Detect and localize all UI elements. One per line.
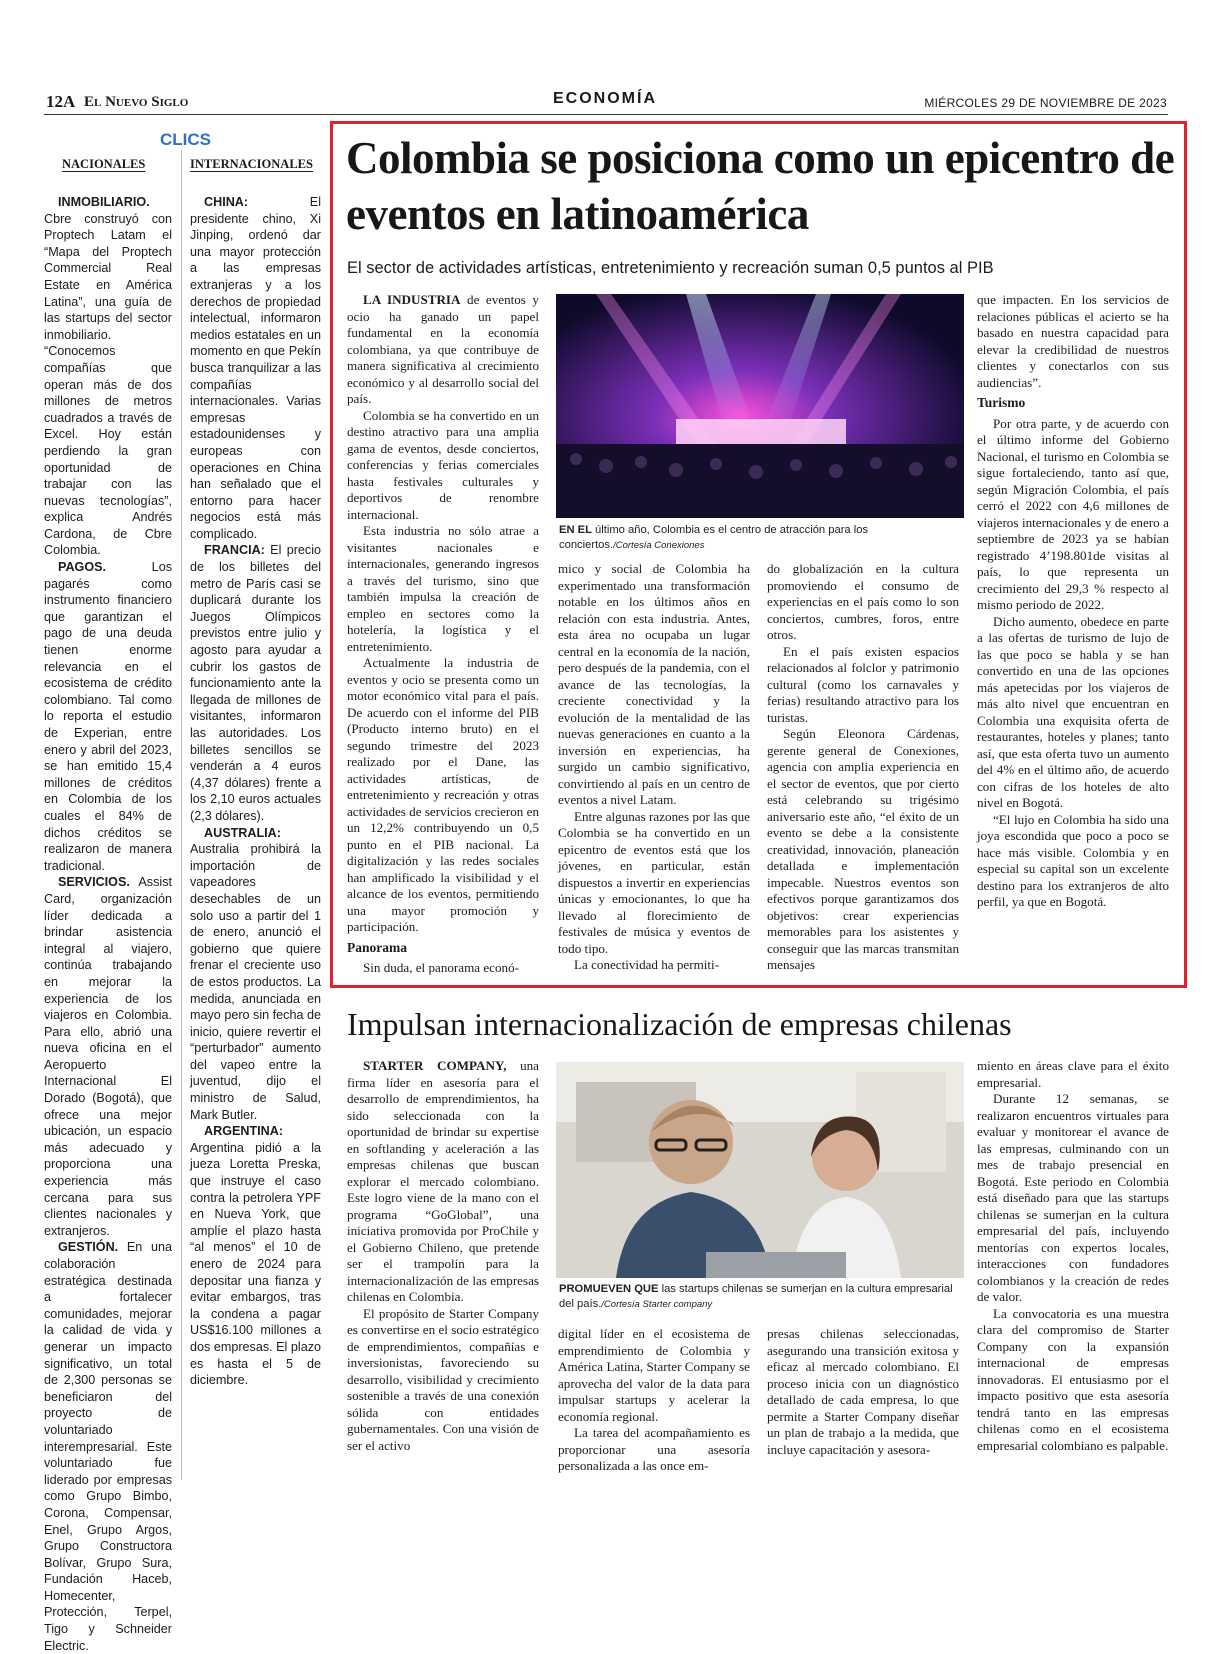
internacionales-column <box>190 194 321 1389</box>
issue-date: MIÉRCOLES 29 DE NOVIEMBRE DE 2023 <box>924 96 1167 110</box>
brief-pagos: PAGOS. Los pagarés como instrumento financiero que garantizan el pago de una deuda tienen enorme relevancia en el ecosistema de crédito colombiano. Tal como lo reporta el estudio de Experian, entre enero y abril del 2023, se han emitido 15,4 millones de créditos en Colombia de los cuales el 84% de dichos créditos se realizaron de manera tradicional. <box>44 560 172 873</box>
internacionales-heading: INTERNACIONALES <box>190 157 313 171</box>
business-caption: PROMUEVEN QUE las startups chilenas se sumerjan en la cultura empresarial del país./Cortesía Starter company <box>559 1283 953 1310</box>
header-rule <box>44 114 1168 115</box>
masthead: El Nuevo Siglo <box>84 94 189 110</box>
brief-australia: AUSTRALIA: Australia prohibirá la importación de vapeadores desechables de un solo uso a partir del 1 de enero, anunció el gobierno que quiere frenar el creciente uso de estos productos. La medida, anunciada en mayo pero sin fecha de inicio, quiere revertir el “perturbador” aumento del vapeo entre la juventud, dijo el ministro de Salud, Mark Butler. <box>190 825 321 1122</box>
article1-col4: que impacten. En los servicios de relaciones públicas el acierto se ha basado en nuestra capacidad para elevar la credibilidad de nuestros clientes y conectarlos con sus audiencias”. Turismo Por otra parte, y de acuerdo con el último informe del Gobierno Nacional, el turismo en Colombia se sigue fortaleciendo, tanto así que, según Migración Colombia, el país cerró el 2022 con 4,6 millones de viajeros internacionales y de enero a septiembre de 2023 ya se habían registrado 4’198.801de visitas al país, lo que representa un crecimiento del 29,3 % respecto al mismo periodo de 2022. Dicho aumento, obedece en parte a las ofertas de turismo de lujo de las que poco se habla y se han convertido en una de las opciones más apetecidas por los viajeros de más alto nivel que encuentran en Colombia una exquisita oferta de restaurantes, hoteles y planes; tanto así, que esta oferta tuvo un aumento del 4% en el último año, de acuerdo con cifras de los hoteles de alto nivel en Bogotá. “El lujo en Colombia ha sido una joya escondida que poco a poco se hace más visible. Colombia y en especial su capital son un excelente destino para los extranjeros de alto perfil, ya que en Bogotá. <box>977 292 1169 909</box>
section-title: ECONOMÍA <box>553 90 657 107</box>
article2-headline: Impulsan internacionalización de empresas chilenas <box>347 1006 1012 1042</box>
nacionales-heading: NACIONALES <box>62 157 146 171</box>
panorama-subhead: Panorama <box>347 939 407 955</box>
nacionales-column <box>44 194 172 1654</box>
brief-gestion: GESTIÓN. En una colaboración estratégica destinada a fortalecer comunidades, mejorar la calidad de vida y generar un impacto significativo, un total de 2,300 personas se beneficiaron del proyecto de voluntariado interempresarial. Este voluntariado fue liderado por empresas como Grupo Bimbo, Corona, Compensar, Enel, Grupo Argos, Grupo Constructora Bolívar, Grupo Sura, Fundación Haceb, Homecenter, Protección, Terpel, Tigo y Schneider Electric. <box>44 1240 172 1653</box>
article2-col3: presas chilenas seleccionadas, asegurando una transición exitosa y eficaz al mercado colombiano. El proceso inicia con un diagnóstico detallado de cada empresa, lo que permite a Starter Company diseñar un plan de trabajo a la medida, que incluye capacitación y asesora- <box>767 1326 959 1457</box>
article1-col2: mico y social de Colombia ha experimentado una transformación notable en los últimos años en relación con esta industria. Antes, esta área no ocupaba un lugar central en la economía de la nación, pero después de la pandemia, con el avance de las tecnologías, la creciente conectividad y la evolución de la mentalidad de las nuevas generaciones en cuanto a la inversión en experiencias, ha surgido un cambio significativo, convirtiendo al país en un centro de eventos a nivel Latam. Entre algunas razones por las que Colombia se ha convertido en un epicentro de eventos está que los jóvenes, en particular, están dispuestos a invertir en experiencias únicas y emocionantes, lo que ha llevado al florecimiento de festivales de música y eventos de todo tipo. La conectividad ha permiti- <box>558 561 750 972</box>
turismo-subhead: Turismo <box>977 395 1026 410</box>
article1-col1: LA INDUSTRIA de eventos y ocio ha ganado un papel fundamental en la economía colombiana, ya que contribuye de manera significativa al crecimiento económico y al desarrollo social del país. Colombia se ha convertido en un destino atractivo para una amplia gama de eventos, desde conciertos, conferencias y ferias comerciales hasta festivales culturales y deportivos de renombre internacional. Esta industria no sólo atrae a visitantes nacionales e internacionales, generando ingresos a través del turismo, sino que también impulsa la creación de empleo en sectores como la hotelería, la logística y el entretenimiento. Actualmente la industria de eventos y ocio se presenta como un motor económico vital para el país. De acuerdo con el informe del PIB (Producto interno bruto) en el segundo trimestre del 2023 realizado por el Dane, las actividades artísticas, de entretenimiento y recreación y otras actividades de servicios crecieron en un 12,2% contribuyendo un 0,5 punto en el PIB nacional. La digitalización y las redes sociales han amplificado la visibilidad y el alcance de los eventos, permitiendo una mayor promoción y participación. Panorama Sin duda, el panorama econó- <box>347 292 539 975</box>
article2-col1: STARTER COMPANY, una firma líder en asesoría para el desarrollo de emprendimientos, ha sido seleccionada con la oportunidad de brindar su expertise en softlanding y aceleración a las empresas chilenas que buscan explorar el mercado colombiano. Este logro viene de la mano con el programa “GoGlobal”, una iniciativa promovida por ProChile y el Gobierno Chileno, que pretende ser el trampolín para la internacionalización de las empresas chilenas en Colombia. El propósito de Starter Company es convertirse en el socio estratégico de emprendimientos, compañías e inversionistas, favoreciendo su desarrollo, visibilidad y crecimiento sostenible a través de una conexión sólida con entidades gubernamentales. Con una visión de ser el activo <box>347 1058 539 1453</box>
brief-inmobiliario: INMOBILIARIO. Cbre construyó con Proptech Latam el “Mapa del Proptech Commercial Real Estate en América Latina”, una guía de las startups del sector inmobiliario. “Conocemos compañías que operan más de dos millones de metros cuadrados a través de Excel. Hoy están perdiendo la gran oportunidad de trabajar con las nuevas tecnologías”, explica Andrés Cardona, de Cbre Colombia. <box>44 195 172 558</box>
article2-col2: digital líder en el ecosistema de emprendimiento de Colombia y América Latina, Starter Company se aprovecha del valor de la data para impulsar startups y acelerar la economía regional. La tarea del acompañamiento es proporcionar una asesoría personalizada a las once em- <box>558 1326 750 1473</box>
article1-col3: do globalización en la cultura promoviendo el consumo de experiencias en el país como lo son conciertos, cumbres, foros, entre otros. En el país existen espacios relacionados al folclor y patrimonio cultural (como los carnavales y ferias) resultando atractivo para los turistas. Según Eleonora Cárdenas, gerente general de Conexiones, agencia con amplia experiencia en el sector de eventos, que por cierto está celebrando su trigésimo aniversario este año, “el éxito de un evento se debe a la consistente creatividad, innovación, planeación detallada e implementación impecable. Nuestros eventos son efectivos porque garantizamos dos objetivos: crear experiencias memorables para los asistentes y conseguir que las marcas transmitan mensajes <box>767 561 959 972</box>
brief-china: CHINA: El presidente chino, Xi Jinping, ordenó dar una mayor protección a las empresas extranjeras y a los derechos de propiedad intelectual, informaron medios estatales en un momento en que Pekín busca tranquilizar a las compañías internacionales. Varias empresas estadounidenses y europeas con operaciones en China han señalado que el entorno para hacer negocios está más complicado. <box>190 195 321 541</box>
article1-deck: El sector de actividades artísticas, entretenimiento y recreación suman 0,5 puntos al PIB <box>347 259 994 277</box>
article1-headline: Colombia se posiciona como un epicentro de eventos en latinoamérica <box>346 133 1175 239</box>
business-people-photo <box>556 1062 964 1278</box>
brief-servicios: SERVICIOS. Assist Card, organización líder dedicada a brindar asistencia integral al viajero, continúa trabajando en mejorar la experiencia de los viajeros en Colombia. Para ello, abrió una nueva oficina en el Aeropuerto Internacional El Dorado (Bogotá), que ofrece una mejor ubicación, un espacio más adecuado y proporciona una experiencia más cercana para sus clientes nacionales y extranjeros. <box>44 875 172 1238</box>
sidebar-divider <box>181 150 182 1480</box>
article2-col4: miento en áreas clave para el éxito empresarial. Durante 12 semanas, se realizaron encuentros virtuales para evaluar y monitorear el avance de las empresas, culminando con un mes de trabajo presencial en Bogotá. Este periodo en Colombia está diseñado para que las startups chilenas se sumerjan en la cultura empresarial del país, incluyendo mentorías con expertos locales, interacciones con fundadores colombianos y la creación de redes de valor. La convocatoria es una muestra clara del compromiso de Starter Company con la expansión internacional de empresas innovadoras. El entusiasmo por el impacto positivo que esta asesoría tendrá tanto en las empresas chilenas como en el ecosistema empresarial colombiano es palpable. <box>977 1058 1169 1453</box>
brief-argentina: ARGENTINA: Argentina pidió a la jueza Loretta Preska, que instruye el caso contra la petrolera YPF en Nueva York, que amplíe el plazo hasta “al menos” el 10 de enero de 2024 para depositar una fianza y evitar embargos, tras la condena a pagar US$16.100 millones a dos empresas. El plazo es hasta el 5 de diciembre. <box>190 1124 321 1388</box>
page-number: 12A <box>46 92 76 111</box>
brief-francia: FRANCIA: El precio de los billetes del metro de París casi se duplicará durante los Juegos Olímpicos previstos entre julio y agosto para ayudar a cubrir los gastos de funcionamiento ante la llegada de millones de visitantes, informaron las autoridades. Los billetes sencillos se venderán a 4 euros (4,37 dólares) frente a los 2,10 euros actuales (2,3 dólares). <box>190 543 321 823</box>
concert-caption: EN EL último año, Colombia es el centro de atracción para los conciertos./Cortesía Conexiones <box>559 524 869 551</box>
sidebar-title: CLICS <box>160 130 211 149</box>
concert-photo <box>556 294 964 518</box>
